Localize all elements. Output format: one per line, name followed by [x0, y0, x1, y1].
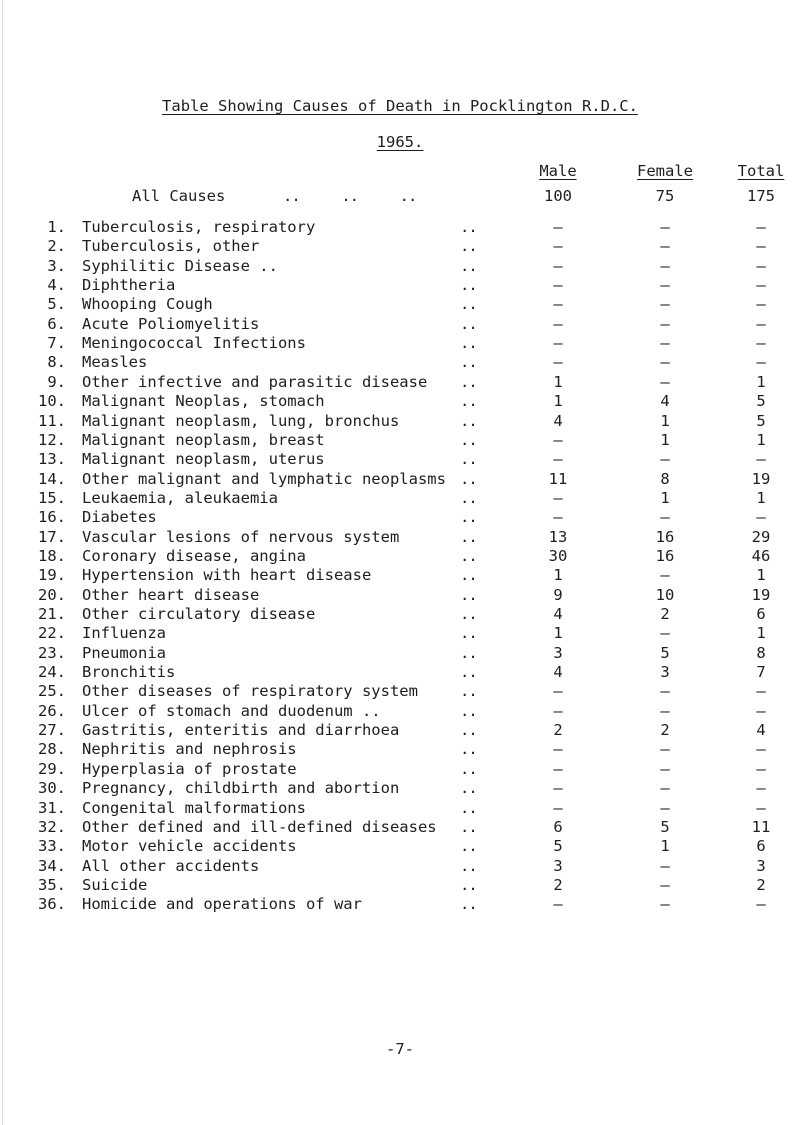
- row-number: 5.: [47, 295, 66, 314]
- female-count: –: [660, 856, 670, 875]
- male-count: 4: [553, 663, 563, 682]
- leader-dots: ..: [460, 856, 477, 875]
- female-count: –: [660, 779, 670, 798]
- table-row: [0, 489, 800, 508]
- table-row: [0, 624, 800, 643]
- cause-label: Malignant neoplasm, lung, bronchus: [82, 411, 400, 430]
- row-number: 23.: [38, 643, 66, 662]
- cause-label: Hypertension with heart disease: [82, 566, 372, 585]
- table-row: [0, 315, 800, 334]
- table-row: [0, 663, 800, 682]
- cause-label: Influenza: [82, 624, 166, 643]
- leader-dots: ..: [460, 682, 477, 701]
- table-row: [0, 257, 800, 276]
- total-count: –: [756, 314, 766, 333]
- row-number: 31.: [38, 798, 66, 817]
- male-count: –: [553, 295, 563, 314]
- male-count: –: [553, 508, 563, 527]
- male-count: –: [553, 218, 563, 236]
- row-number: 1.: [47, 218, 66, 236]
- male-count: –: [553, 779, 563, 798]
- total-count: 1: [756, 372, 766, 391]
- row-number: 32.: [38, 817, 66, 836]
- total-count: –: [756, 334, 766, 353]
- male-count: –: [553, 895, 563, 914]
- row-number: 6.: [47, 314, 66, 333]
- male-count: –: [553, 701, 563, 720]
- table-row: [0, 373, 800, 392]
- row-number: 33.: [38, 837, 66, 856]
- female-count: –: [660, 895, 670, 914]
- total-count: –: [756, 450, 766, 469]
- table-row: [0, 218, 800, 237]
- row-number: 17.: [38, 527, 66, 546]
- table-year: 1965.: [376, 133, 424, 151]
- female-count: –: [660, 875, 670, 894]
- row-number: 10.: [38, 392, 66, 411]
- total-count: 6: [756, 605, 766, 623]
- leader-dots: ..: [460, 430, 477, 449]
- male-count: 1: [553, 624, 563, 643]
- female-count: 4: [660, 392, 670, 411]
- table-row: [0, 237, 800, 256]
- female-count: 5: [660, 643, 670, 662]
- row-number: 15.: [38, 488, 66, 507]
- female-count: –: [660, 276, 670, 295]
- male-count: –: [553, 682, 563, 701]
- leader-dots: ..: [460, 566, 477, 585]
- row-number: 9.: [47, 372, 66, 391]
- row-number: 18.: [38, 546, 66, 565]
- row-number: 30.: [38, 779, 66, 798]
- cause-label: Congenital malformations: [82, 798, 306, 817]
- leader-dots: ..: [460, 295, 477, 314]
- total-count: –: [756, 895, 766, 914]
- total-count: –: [756, 218, 766, 236]
- all-causes-label: All Causes: [132, 187, 226, 205]
- leader-dots: ..: [460, 527, 477, 546]
- cause-label: Meningococcal Infections: [82, 334, 306, 353]
- leader-dots: ..: [460, 508, 477, 527]
- cause-label: Syphilitic Disease ..: [82, 256, 278, 275]
- table-row: [0, 779, 800, 798]
- cause-label: Malignant neoplasm, breast: [82, 430, 325, 449]
- leader-dots: ..: [460, 721, 477, 740]
- female-count: –: [660, 334, 670, 353]
- cause-label: Other circulatory disease: [82, 605, 316, 623]
- total-count: –: [756, 798, 766, 817]
- row-number: 14.: [38, 469, 66, 488]
- total-count: –: [756, 295, 766, 314]
- table-row: [0, 295, 800, 314]
- row-number: 3.: [47, 256, 66, 275]
- total-count: –: [756, 508, 766, 527]
- cause-label: Other malignant and lymphatic neoplasms: [82, 469, 446, 488]
- table-row: [0, 528, 800, 547]
- leader-dots: ..: [460, 256, 477, 275]
- page-number: -7-: [386, 1040, 414, 1058]
- leader-dots: ..: [460, 895, 477, 914]
- female-count: –: [660, 295, 670, 314]
- total-count: 1: [756, 566, 766, 585]
- total-count: 11: [751, 817, 771, 836]
- male-count: –: [553, 798, 563, 817]
- table-row: [0, 721, 800, 740]
- female-count: 16: [655, 527, 675, 546]
- row-number: 16.: [38, 508, 66, 527]
- cause-label: Vascular lesions of nervous system: [82, 527, 400, 546]
- female-count: 16: [655, 546, 675, 565]
- header-female: Female: [637, 162, 693, 180]
- leader-dots: ..: [460, 875, 477, 894]
- cause-label: Other diseases of respiratory system: [82, 682, 418, 701]
- cause-label: Pneumonia: [82, 643, 166, 662]
- leader-dots: ..: [460, 663, 477, 682]
- female-count: 3: [660, 663, 670, 682]
- row-number: 28.: [38, 740, 66, 759]
- leader-dots: ..: [460, 624, 477, 643]
- male-count: –: [553, 488, 563, 507]
- cause-label: Other heart disease: [82, 585, 260, 604]
- female-count: –: [660, 353, 670, 372]
- male-count: 1: [553, 372, 563, 391]
- leader-dots: ..: [460, 237, 477, 256]
- table-title: Table Showing Causes of Death in Pocklington R.D.C.: [162, 97, 638, 115]
- row-number: 35.: [38, 875, 66, 894]
- leader-dots: .. .. ..: [283, 187, 417, 205]
- total-count: 46: [751, 546, 771, 565]
- table-row: [0, 857, 800, 876]
- table-row: [0, 334, 800, 353]
- female-count: 8: [660, 469, 670, 488]
- table-row: [0, 605, 800, 624]
- leader-dots: ..: [460, 314, 477, 333]
- male-count: –: [553, 276, 563, 295]
- row-number: 25.: [38, 682, 66, 701]
- female-count: 2: [660, 721, 670, 740]
- cause-label: Diphtheria: [82, 276, 176, 295]
- cause-label: Measles: [82, 353, 148, 372]
- total-count: 7: [756, 663, 766, 682]
- row-number: 29.: [38, 759, 66, 778]
- total-count: 6: [756, 837, 766, 856]
- leader-dots: ..: [460, 585, 477, 604]
- leader-dots: ..: [460, 837, 477, 856]
- male-count: 4: [553, 411, 563, 430]
- table-row: [0, 586, 800, 605]
- table-row: [0, 837, 800, 856]
- table-row: [0, 799, 800, 818]
- row-number: 2.: [47, 237, 66, 256]
- cause-label: Other infective and parasitic disease: [82, 372, 428, 391]
- leader-dots: ..: [460, 817, 477, 836]
- table-row: [0, 276, 800, 295]
- female-count: 1: [660, 411, 670, 430]
- female-count: –: [660, 798, 670, 817]
- total-count: 5: [756, 411, 766, 430]
- female-count: –: [660, 237, 670, 256]
- female-count: –: [660, 372, 670, 391]
- row-number: 20.: [38, 585, 66, 604]
- table-row: [0, 740, 800, 759]
- cause-label: Pregnancy, childbirth and abortion: [82, 779, 400, 798]
- male-count: 1: [553, 566, 563, 585]
- male-count: –: [553, 450, 563, 469]
- leader-dots: ..: [460, 798, 477, 817]
- female-count: 10: [655, 585, 675, 604]
- male-count: –: [553, 353, 563, 372]
- cause-label: Acute Poliomyelitis: [82, 314, 260, 333]
- total-count: 1: [756, 488, 766, 507]
- female-count: –: [660, 566, 670, 585]
- male-count: –: [553, 237, 563, 256]
- table-row: [0, 470, 800, 489]
- female-count: 1: [660, 430, 670, 449]
- row-number: 4.: [47, 276, 66, 295]
- cause-label: Nephritis and nephrosis: [82, 740, 297, 759]
- leader-dots: ..: [460, 643, 477, 662]
- male-count: 13: [548, 527, 568, 546]
- total-count: –: [756, 759, 766, 778]
- male-count: –: [553, 256, 563, 275]
- header-total: Total: [737, 162, 785, 180]
- cause-label: Ulcer of stomach and duodenum ..: [82, 701, 381, 720]
- male-count: 5: [553, 837, 563, 856]
- male-count: –: [553, 759, 563, 778]
- row-number: 12.: [38, 430, 66, 449]
- row-number: 11.: [38, 411, 66, 430]
- total-count: 5: [756, 392, 766, 411]
- male-count: –: [553, 740, 563, 759]
- table-row: [0, 702, 800, 721]
- row-number: 26.: [38, 701, 66, 720]
- leader-dots: ..: [460, 392, 477, 411]
- leader-dots: ..: [460, 546, 477, 565]
- total-count: 2: [756, 875, 766, 894]
- female-count: 2: [660, 605, 670, 623]
- cause-label: Whooping Cough: [82, 295, 213, 314]
- total-count: 1: [756, 624, 766, 643]
- total-count: –: [756, 779, 766, 798]
- leader-dots: ..: [460, 218, 477, 236]
- total-count: 19: [751, 469, 771, 488]
- female-count: –: [660, 740, 670, 759]
- row-number: 24.: [38, 663, 66, 682]
- cause-label: Malignant neoplasm, uterus: [82, 450, 325, 469]
- leader-dots: ..: [460, 411, 477, 430]
- total-count: –: [756, 682, 766, 701]
- table-row: [0, 353, 800, 372]
- total-count: –: [756, 256, 766, 275]
- cause-label: Leukaemia, aleukaemia: [82, 488, 278, 507]
- cause-label: Other defined and ill-defined diseases: [82, 817, 437, 836]
- table-row: [0, 431, 800, 450]
- male-count: 3: [553, 643, 563, 662]
- female-count: –: [660, 218, 670, 236]
- female-count: –: [660, 508, 670, 527]
- cause-label: Motor vehicle accidents: [82, 837, 297, 856]
- female-count: –: [660, 314, 670, 333]
- all-causes-female: 75: [655, 187, 675, 205]
- all-causes-total: 175: [747, 187, 775, 205]
- table-row: [0, 412, 800, 431]
- total-count: 3: [756, 856, 766, 875]
- cause-label: Gastritis, enteritis and diarrhoea: [82, 721, 400, 740]
- row-number: 13.: [38, 450, 66, 469]
- female-count: –: [660, 759, 670, 778]
- row-number: 7.: [47, 334, 66, 353]
- cause-label: Tuberculosis, respiratory: [82, 218, 316, 236]
- table-row: [0, 392, 800, 411]
- male-count: –: [553, 314, 563, 333]
- male-count: 3: [553, 856, 563, 875]
- table-row: [0, 450, 800, 469]
- total-count: 29: [751, 527, 771, 546]
- leader-dots: ..: [460, 605, 477, 623]
- total-count: –: [756, 237, 766, 256]
- cause-label: Hyperplasia of prostate: [82, 759, 297, 778]
- table-row: [0, 876, 800, 895]
- female-count: 5: [660, 817, 670, 836]
- leader-dots: ..: [460, 469, 477, 488]
- leader-dots: ..: [460, 276, 477, 295]
- leader-dots: ..: [460, 488, 477, 507]
- row-number: 22.: [38, 624, 66, 643]
- male-count: 9: [553, 585, 563, 604]
- male-count: –: [553, 334, 563, 353]
- female-count: –: [660, 256, 670, 275]
- male-count: 4: [553, 605, 563, 623]
- total-count: 19: [751, 585, 771, 604]
- male-count: 30: [548, 546, 568, 565]
- total-count: –: [756, 353, 766, 372]
- female-count: 1: [660, 837, 670, 856]
- cause-label: Diabetes: [82, 508, 157, 527]
- leader-dots: ..: [460, 450, 477, 469]
- all-causes-male: 100: [544, 187, 572, 205]
- cause-label: Suicide: [82, 875, 148, 894]
- leader-dots: ..: [460, 334, 477, 353]
- table-row: [0, 566, 800, 585]
- row-number: 34.: [38, 856, 66, 875]
- male-count: –: [553, 430, 563, 449]
- cause-label: Tuberculosis, other: [82, 237, 260, 256]
- leader-dots: ..: [460, 353, 477, 372]
- table-row: [0, 682, 800, 701]
- row-number: 8.: [47, 353, 66, 372]
- table-row: [0, 818, 800, 837]
- female-count: –: [660, 624, 670, 643]
- table-row: [0, 508, 800, 527]
- male-count: 11: [548, 469, 568, 488]
- leader-dots: ..: [460, 740, 477, 759]
- female-count: –: [660, 450, 670, 469]
- female-count: –: [660, 701, 670, 720]
- cause-label: Coronary disease, angina: [82, 546, 306, 565]
- table-row: [0, 760, 800, 779]
- total-count: 8: [756, 643, 766, 662]
- leader-dots: ..: [460, 779, 477, 798]
- total-count: –: [756, 276, 766, 295]
- cause-label: Malignant Neoplas, stomach: [82, 392, 325, 411]
- total-count: –: [756, 701, 766, 720]
- row-number: 19.: [38, 566, 66, 585]
- header-male: Male: [539, 162, 577, 180]
- male-count: 6: [553, 817, 563, 836]
- total-count: –: [756, 740, 766, 759]
- male-count: 1: [553, 392, 563, 411]
- cause-label: Homicide and operations of war: [82, 895, 362, 914]
- leader-dots: ..: [460, 701, 477, 720]
- table-row: [0, 547, 800, 566]
- table-row: [0, 644, 800, 663]
- row-number: 27.: [38, 721, 66, 740]
- total-count: 1: [756, 430, 766, 449]
- leader-dots: ..: [460, 759, 477, 778]
- female-count: –: [660, 682, 670, 701]
- all-causes-row: [0, 187, 800, 206]
- cause-label: All other accidents: [82, 856, 260, 875]
- row-number: 36.: [38, 895, 66, 914]
- male-count: 2: [553, 721, 563, 740]
- cause-label: Bronchitis: [82, 663, 176, 682]
- table-row: [0, 895, 800, 914]
- total-count: 4: [756, 721, 766, 740]
- row-number: 21.: [38, 605, 66, 623]
- male-count: 2: [553, 875, 563, 894]
- female-count: 1: [660, 488, 670, 507]
- leader-dots: ..: [460, 372, 477, 391]
